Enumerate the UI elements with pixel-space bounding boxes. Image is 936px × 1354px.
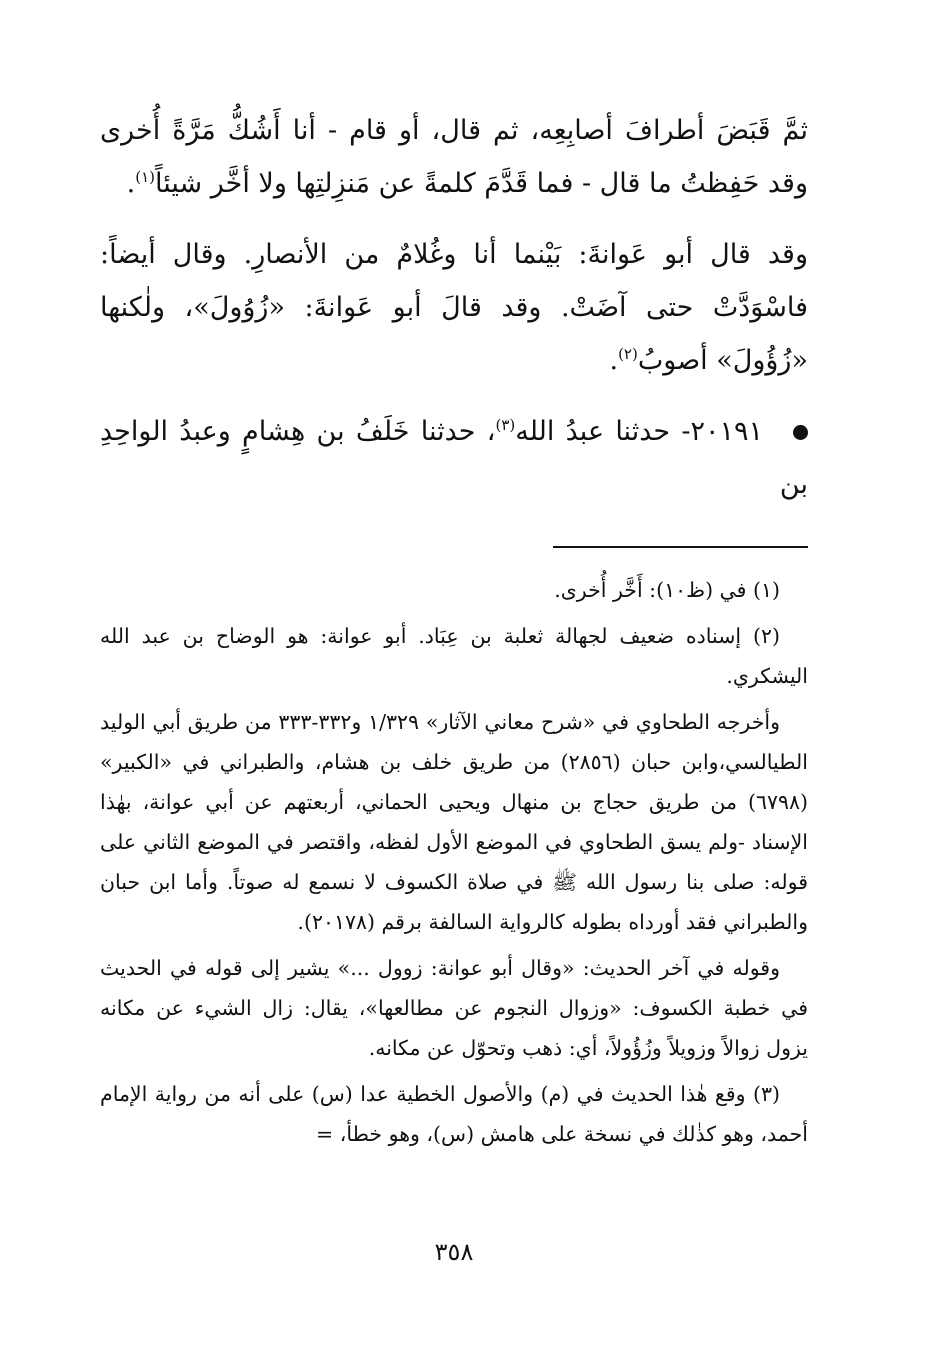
- footnote-3: (٣) وقع هٰذا الحديث في (م) والأصول الخطية عدا (س) على أنه من رواية الإمام أحمد، وهو كذٰلك في نسخة على هامش (س)، وهو خطأ، =: [100, 1082, 808, 1146]
- book-page: [100, 0, 808, 1354]
- paragraph-2-end: .: [609, 345, 619, 376]
- footnote-ref-1: (١): [135, 168, 156, 186]
- hadith-text-rest: ، حدثنا خَلَفُ بن هِشامٍ وعبدُ الواحِدِ بن: [100, 416, 808, 500]
- footnote-2: (٢) إسناده ضعيف لجهالة ثعلبة بن عِبَاد. أبو عوانة: هو الوضاح بن عبد الله اليشكري.: [100, 624, 808, 688]
- footnote-2-explanation: وقوله في آخر الحديث: «وقال أبو عوانة: زوول ...» يشير إلى قوله في الحديث في خطبة الكسوف: «وزوال النجوم عن مطالعها»، يقال: زال الشيء عن مكانه يزول زوالاً وزويلاً وزُؤُولاً، أي: ذهب وتحوّل عن مكانه.: [100, 956, 808, 1060]
- footnote-separator: [553, 546, 808, 548]
- footnotes-block: [100, 570, 808, 1154]
- footnote-ref-3: (٣): [495, 416, 516, 434]
- hadith-entry: [100, 405, 808, 511]
- footnote-1: (١) في (ظ١٠): أَخَّر أُخرى.: [554, 578, 780, 602]
- page-number: ٣٥٨: [434, 1238, 474, 1266]
- bullet-icon: [793, 425, 808, 440]
- paragraph-1-text: ثمَّ قَبَضَ أطرافَ أصابِعِه، ثم قال، أو قام - أنا أَشُكُّ مَرَّةً أُخرى وقد حَفِظتُ ما قال - فما قَدَّمَ كلمةً عن مَنزِلتِها ولا أخَّر شيئاً: [100, 115, 808, 199]
- paragraph-2-text: وقد قال أبو عَوانةَ: بَيْنما أنا وغُلامٌ من الأنصارِ. وقال أيضاً: فاسْوَدَّتْ حتى آضَتْ. وقد قالَ أبو عَوانةَ: «زُوُولَ»، ولٰكنها «زُؤُولَ» أصوبُ: [100, 239, 808, 376]
- paragraph-1-end: .: [126, 168, 136, 199]
- main-paragraph-1: [100, 104, 808, 210]
- footnote-2-takhrij: وأخرجه الطحاوي في «شرح معاني الآثار» ١/٣٢٩ و٣٣٢-٣٣٣ من طريق أبي الوليد الطيالسي،وابن حبان (٢٨٥٦) من طريق خلف بن هشام، والطبراني في «الكبير» (٦٧٩٨) من طريق حجاج بن منهال ويحيى الحماني، أربعتهم عن أبي عوانة، بهٰذا الإسناد -ولم يسق الطحاوي في الموضع الأول لفظه، واقتصر في الموضع الثاني على قوله: صلى بنا رسول الله ﷺ في صلاة الكسوف لا نسمع له صوتاً. وأما ابن حبان والطبراني فقد أورداه بطوله كالرواية السالفة برقم (٢٠١٧٨).: [100, 710, 808, 934]
- main-paragraph-2: [100, 228, 808, 387]
- footnote-ref-2: (٢): [618, 345, 638, 363]
- hadith-number: ٢٠١٩١-: [681, 416, 763, 447]
- hadith-text-start: حدثنا عبدُ الله: [515, 416, 671, 447]
- main-text-block: [100, 104, 808, 511]
